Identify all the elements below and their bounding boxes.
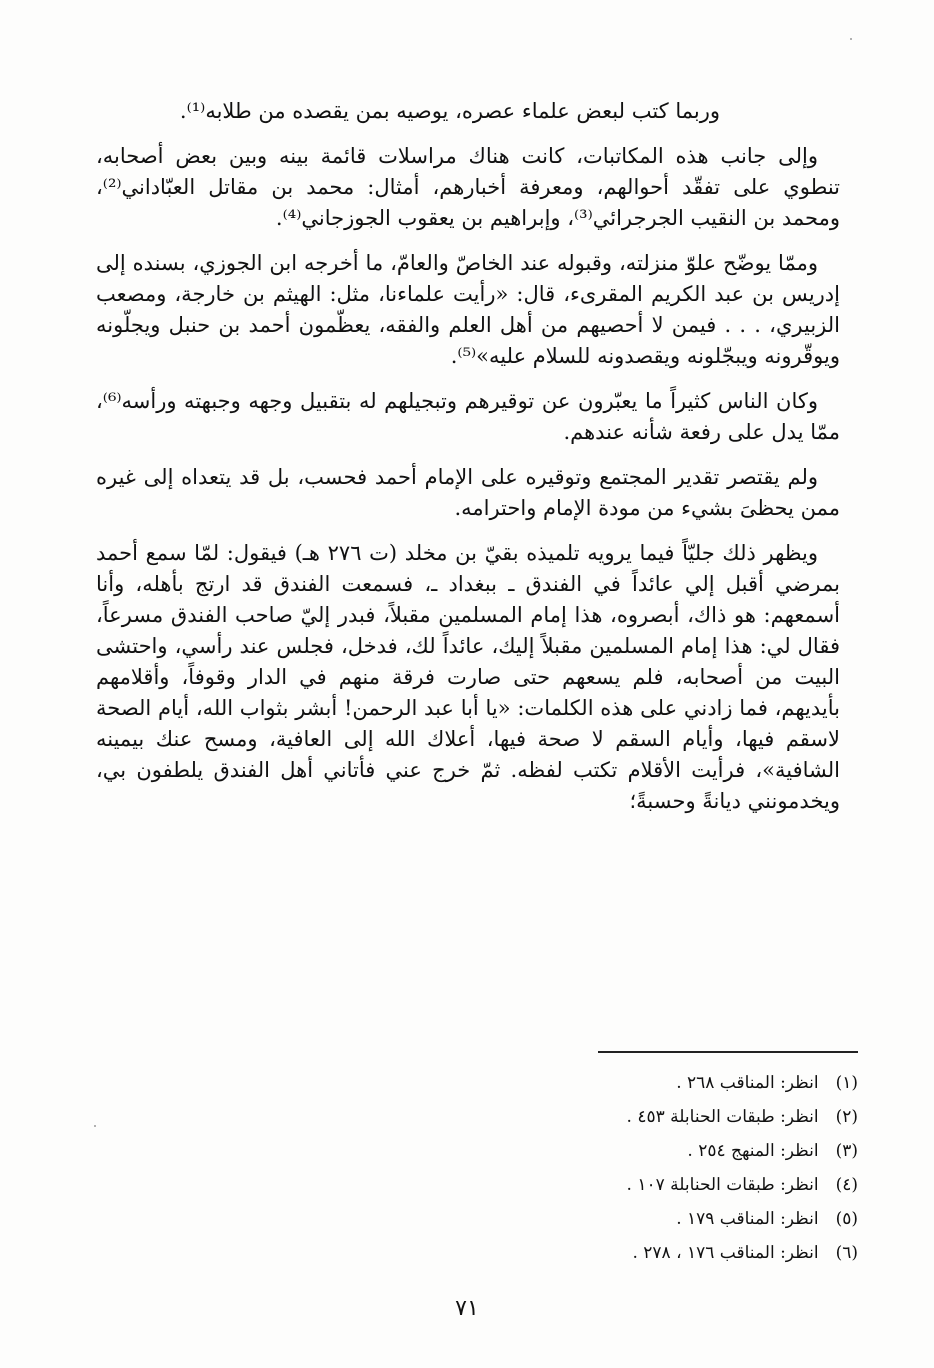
footnote-number: (٢) xyxy=(835,1107,858,1127)
footnote-item xyxy=(438,1100,858,1134)
footnote-item xyxy=(438,1202,858,1236)
main-text xyxy=(96,96,840,831)
footnote-text: انظر: طبقات الحنابلة ١٠٧ . xyxy=(626,1175,819,1195)
paragraph: وممّا يوضّح علوّ منزلته، وقبوله عند الخاصّ والعامّ، ما أخرجه ابن الجوزي، بسنده إلى إدريس بن عبد الكريم المقرىء، قال: «رأيت علماءنا، مثل: الهيثم بن خارجة، ومصعب الزبيري، . . . فيمن لا أحصيهم من أهل العلم والفقه، يعظّمون أحمد بن حنبل ويجلّونه ويوقّرونه ويبجّلونه ويقصدونه للسلام عليه»⁽⁵⁾. xyxy=(96,251,840,368)
footnote-item xyxy=(438,1236,858,1270)
footnote-text: انظر: المناقب ١٧٦ ، ٢٧٨ . xyxy=(632,1243,819,1263)
paragraph: ويظهر ذلك جليّاً فيما يرويه تلميذه بقيّ بن مخلد (ت ٢٧٦ هـ) فيقول: لمّا سمع أحمد بمرضي أقبل إلي عائداً في الفندق ـ ببغداد ـ، فسمعت الفندق قد ارتج بأهله، وأنا أسمعهم: هو ذاك، أبصروه، هذا إمام المسلمين مقبلاً، فبدر إليّ صاحب الفندق مسرعاً، فقال لي: هذا إمام المسلمين مقبلاً إليك، عائداً لك، فدخل، فجلس عند رأسي، واحتشى البيت من أصحابه، فلم يسعهم حتى صارت فرقة منهم في الدار وقوفاً، وأقلامهم بأيديهم، فما زادني على هذه الكلمات: «يا أبا عبد الرحمن! أبشر بثواب الله، أيام الصحة لاسقم فيها، وأيام السقم لا صحة فيها، أعلاك الله إلى العافية، ومسح عنك بيمينه الشافية»، فرأيت الأقلام تكتب لفظه. ثمّ خرج عني فأتاني أهل الفندق يلطفون بي، ويخدمونني ديانةً وحسبةً؛ xyxy=(96,541,840,813)
footnote-item xyxy=(438,1168,858,1202)
paragraph: وربما كتب لبعض علماء عصره، يوصيه بمن يقصده من طلابه⁽¹⁾. xyxy=(179,99,720,123)
paragraph: وكان الناس كثيراً ما يعبّرون عن توقيرهم وتبجيلهم له بتقبيل وجهه وجبهته ورأسه⁽⁶⁾، ممّا يدل على رفعة شأنه عندهم. xyxy=(96,389,840,444)
footnote-item xyxy=(438,1134,858,1168)
footnote-number: (٤) xyxy=(835,1175,858,1195)
paragraph: ولم يقتصر تقدير المجتمع وتوقيره على الإمام أحمد فحسب، بل قد يتعداه إلى غيره ممن يحظىَ بشيء من مودة الإمام واحترامه. xyxy=(96,465,840,520)
scan-speck xyxy=(94,1125,96,1127)
footnote-text: انظر: المناقب ١٧٩ . xyxy=(676,1209,819,1229)
footnote-text: انظر: طبقات الحنابلة ٤٥٣ . xyxy=(626,1107,819,1127)
page-number: ٧١ xyxy=(455,1296,479,1321)
footnote-item xyxy=(438,1066,858,1100)
footnotes xyxy=(438,1066,858,1270)
footnote-number: (٦) xyxy=(835,1243,858,1263)
footnote-separator xyxy=(598,1051,858,1053)
footnote-text: انظر: المنهج ٢٥٤ . xyxy=(687,1141,819,1161)
footnote-number: (١) xyxy=(835,1073,858,1093)
footnote-text: انظر: المناقب ٢٦٨ . xyxy=(676,1073,819,1093)
scan-speck xyxy=(850,38,852,40)
footnote-number: (٣) xyxy=(835,1141,858,1161)
paragraph: وإلى جانب هذه المكاتبات، كانت هناك مراسلات قائمة بينه وبين بعض أصحابه، تنطوي على تفقّد أحوالهم، ومعرفة أخبارهم، أمثال: محمد بن مقاتل العبّاداني⁽²⁾، ومحمد بن النقيب الجرجرائي⁽³⁾، وإبراهيم بن يعقوب الجوزجاني⁽⁴⁾. xyxy=(96,144,840,230)
footnote-number: (٥) xyxy=(835,1209,858,1229)
